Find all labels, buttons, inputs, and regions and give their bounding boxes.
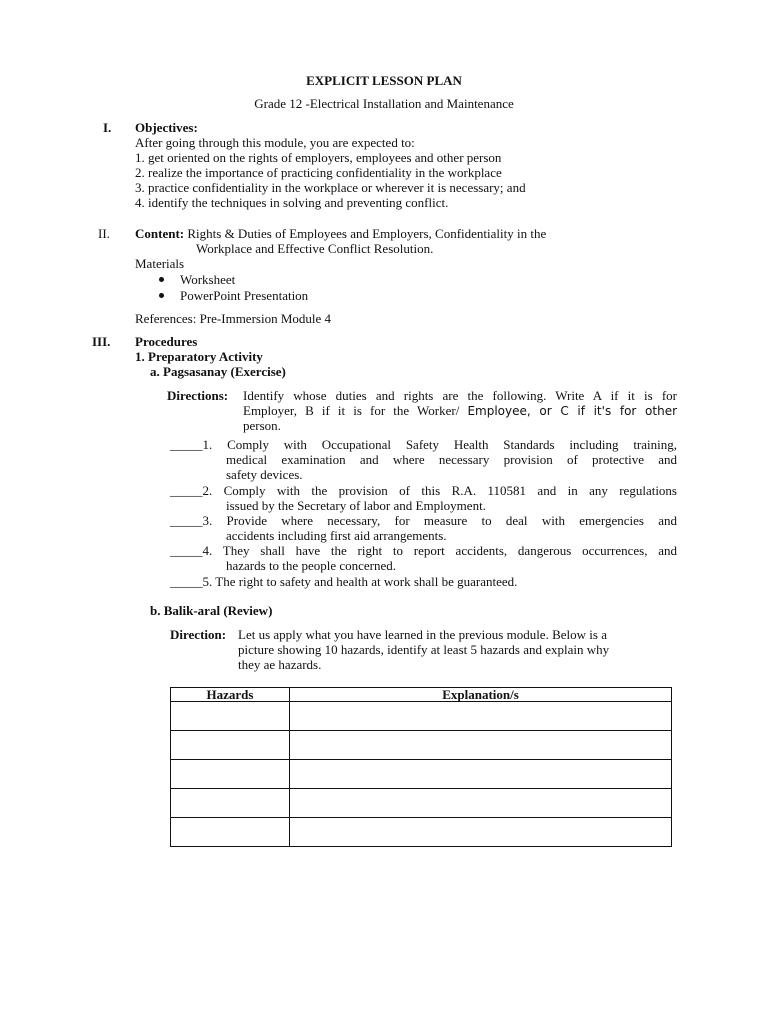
objective-item: 3. practice confidentiality in the workplace or wherever it is necessary; and: [135, 180, 526, 195]
hazards-column-header: Hazards: [171, 688, 290, 702]
directions-line2: [243, 403, 677, 419]
table-row: [171, 731, 672, 760]
explanation-cell[interactable]: [290, 818, 672, 847]
procedures-numeral: III.: [92, 334, 111, 349]
exercise-item-continuation: issued by the Secretary of labor and Employment.: [226, 498, 486, 513]
directions-line1: Identify whose duties and rights are the following. Write A if it is for: [243, 388, 677, 403]
content-line2: Workplace and Effective Conflict Resolution.: [196, 241, 434, 256]
content-line1: Rights & Duties of Employees and Employers, Confidentiality in the: [187, 226, 547, 241]
exercise-item: _____1. Comply with Occupational Safety Health Standards including training,: [170, 437, 677, 452]
table-row: [171, 789, 672, 818]
explanation-cell[interactable]: [290, 789, 672, 818]
table-row: [171, 760, 672, 789]
objectives-intro: After going through this module, you are expected to:: [135, 135, 415, 150]
directions-line3: person.: [243, 418, 281, 433]
bullet-icon: [159, 293, 164, 298]
materials-label: Materials: [135, 256, 185, 271]
hazard-cell[interactable]: [171, 760, 290, 789]
review-heading: b. Balik-aral (Review): [150, 603, 273, 618]
page-subtitle: Grade 12 -Electrical Installation and Maintenance: [254, 96, 514, 111]
hazard-cell[interactable]: [171, 731, 290, 760]
directions-line2-a: Employer, B if it is for the Worker/: [243, 403, 460, 418]
exercise-item-continuation: hazards to the people concerned.: [226, 558, 397, 573]
explanation-cell[interactable]: [290, 731, 672, 760]
hazard-cell[interactable]: [171, 818, 290, 847]
directions-line2-b: Employee, or C if it's for other: [467, 404, 678, 418]
content-numeral: II.: [98, 226, 110, 241]
objective-item: 4. identify the techniques in solving and preventing conflict.: [135, 195, 449, 210]
references: References: Pre-Immersion Module 4: [135, 311, 332, 326]
material-item: Worksheet: [180, 272, 236, 287]
hazards-table: [170, 687, 672, 847]
bullet-icon: [159, 277, 164, 282]
objectives-numeral: I.: [103, 120, 112, 135]
exercise-item: _____3. Provide where necessary, for measure to deal with emergencies and: [170, 513, 677, 528]
exercise-item: _____4. They shall have the right to report accidents, dangerous occurrences, and: [170, 543, 677, 558]
hazard-cell[interactable]: [171, 702, 290, 731]
page-title: EXPLICIT LESSON PLAN: [306, 73, 462, 88]
objectives-heading: Objectives:: [135, 120, 198, 135]
hazard-cell[interactable]: [171, 789, 290, 818]
exercise-heading: a. Pagsasanay (Exercise): [150, 364, 286, 379]
explanation-cell[interactable]: [290, 760, 672, 789]
direction-line3: they ae hazards.: [238, 657, 322, 672]
procedures-heading: Procedures: [135, 334, 198, 349]
exercise-item: _____2. Comply with the provision of this R.A. 110581 and in any regulations: [170, 483, 677, 498]
direction-label: Direction:: [170, 627, 227, 642]
exercise-item: _____5. The right to safety and health at work shall be guaranteed.: [170, 574, 518, 589]
exercise-item-continuation: medical examination and where necessary provision of protective and: [226, 452, 677, 467]
exercise-item-continuation: accidents including first aid arrangements.: [226, 528, 447, 543]
exercise-item-continuation: safety devices.: [226, 467, 303, 482]
table-header-row: [171, 688, 672, 702]
direction-line1: Let us apply what you have learned in the previous module. Below is a: [238, 627, 607, 642]
direction-line2: picture showing 10 hazards, identify at least 5 hazards and explain why: [238, 642, 610, 657]
directions-label: Directions:: [167, 388, 229, 403]
objective-item: 2. realize the importance of practicing confidentiality in the workplace: [135, 165, 502, 180]
objective-item: 1. get oriented on the rights of employers, employees and other person: [135, 150, 502, 165]
preparatory-activity-heading: 1. Preparatory Activity: [135, 349, 263, 364]
table-row: [171, 702, 672, 731]
explanation-column-header: Explanation/s: [290, 688, 672, 702]
table-row: [171, 818, 672, 847]
material-item: PowerPoint Presentation: [180, 288, 309, 303]
content-heading: Content:: [135, 226, 185, 241]
explanation-cell[interactable]: [290, 702, 672, 731]
